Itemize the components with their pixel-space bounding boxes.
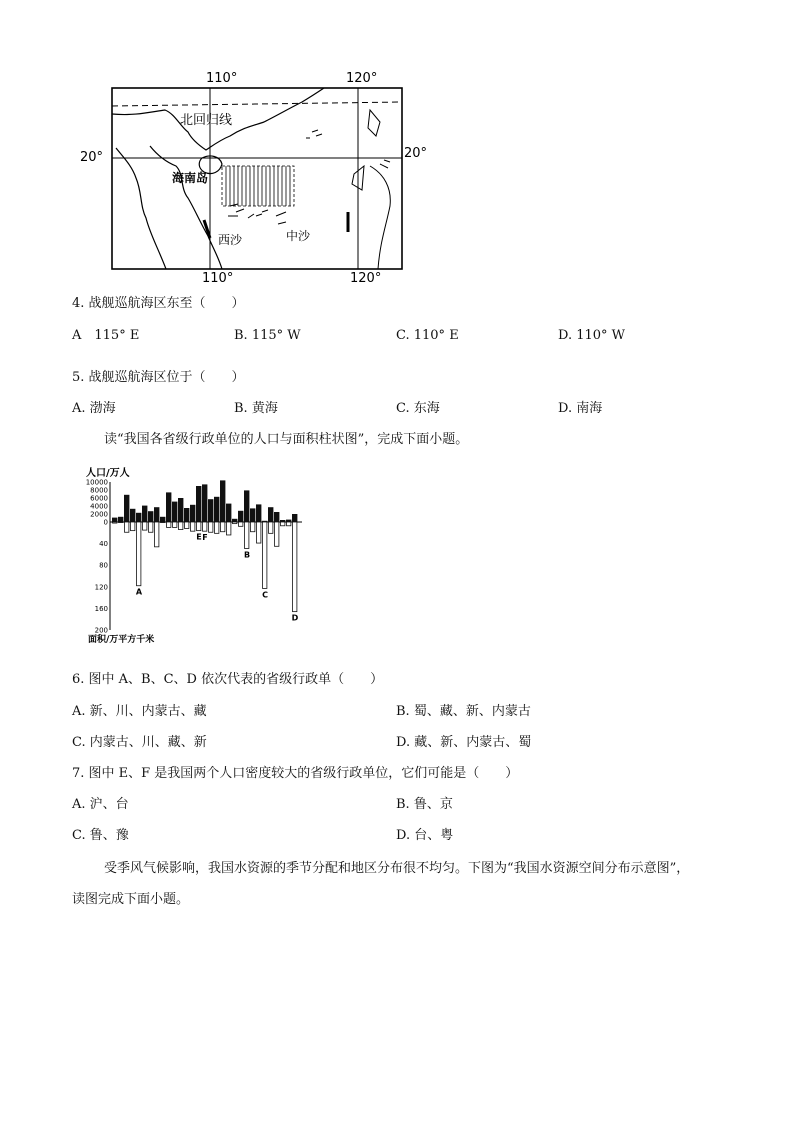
- population-bar: [130, 509, 135, 522]
- population-bar: [238, 511, 243, 522]
- q7-option-d[interactable]: D. 台、粤: [396, 828, 454, 843]
- lon-label-110-top: 110°: [206, 71, 238, 86]
- population-bar: [208, 499, 213, 522]
- q5-option-c[interactable]: C. 东海: [396, 401, 440, 416]
- population-bar: [226, 504, 231, 522]
- intro-population-chart: 读“我国各省级行政单位的人口与面积柱状图”，完成下面小题。: [104, 432, 469, 447]
- q4-option-a[interactable]: A 115° E: [72, 328, 140, 343]
- question-4-stem: 4. 战舰巡航海区东至（ ）: [72, 296, 245, 311]
- population-bar: [184, 508, 189, 522]
- lon-label-120-top: 120°: [346, 71, 378, 86]
- population-bar: [142, 506, 147, 522]
- zhongsha-label: 中沙: [286, 229, 311, 243]
- area-bar: [263, 522, 267, 588]
- vietnam-coast: [150, 146, 222, 269]
- population-bar: [274, 512, 279, 522]
- q6-option-d[interactable]: D. 藏、新、内蒙古、蜀: [396, 735, 532, 750]
- area-bar: [221, 522, 225, 532]
- population-bar: [154, 507, 159, 522]
- area-bar: [185, 522, 189, 528]
- population-bar: [136, 513, 141, 522]
- area-bar: [251, 522, 255, 532]
- population-bar: [232, 519, 237, 522]
- area-bar: [209, 522, 213, 532]
- area-bar: [203, 522, 207, 531]
- chart-ylabel-area: 面积/万平方千米: [88, 635, 155, 645]
- area-bar: [269, 522, 273, 533]
- bar-label-D: D: [291, 613, 299, 623]
- area-bar: [125, 522, 129, 532]
- area-bar: [281, 522, 285, 526]
- population-bar: [268, 507, 273, 522]
- area-bar: [233, 522, 237, 524]
- population-area-chart: [80, 462, 320, 652]
- population-bar: [190, 505, 195, 522]
- area-bar: [245, 522, 249, 548]
- population-tick-label: 4000: [90, 502, 108, 511]
- question-7-stem: 7. 图中 E、F 是我国两个人口密度较大的省级行政单位，它们可能是（ ）: [72, 766, 519, 781]
- lat-label-20-right: 20°: [404, 146, 428, 161]
- xisha-label: 西沙: [218, 233, 243, 247]
- bar-label-E: E: [196, 532, 202, 542]
- population-bar: [202, 484, 207, 522]
- q4-option-b[interactable]: B. 115° W: [234, 328, 301, 343]
- q7-option-b[interactable]: B. 鲁、京: [396, 797, 453, 812]
- area-bar: [173, 522, 177, 527]
- philippines-coast: [370, 166, 390, 269]
- q4-option-c[interactable]: C. 110° E: [396, 328, 459, 343]
- population-bar: [250, 508, 255, 522]
- hainan-label: 海南岛: [172, 171, 209, 185]
- tropic-label: 北回归线: [180, 113, 233, 128]
- q5-option-b[interactable]: B. 黄海: [234, 401, 278, 416]
- area-bar: [191, 522, 195, 531]
- area-bar: [155, 522, 159, 547]
- q5-option-d[interactable]: D. 南海: [558, 401, 603, 416]
- population-bar: [220, 480, 225, 522]
- patrol-area-hatching: [222, 166, 294, 206]
- q6-option-a[interactable]: A. 新、川、内蒙古、藏: [72, 704, 207, 719]
- indochina-coast: [116, 148, 166, 269]
- area-tick-label: 80: [99, 561, 108, 570]
- intro-water-resources-line2: 读图完成下面小题。: [72, 892, 190, 907]
- bar-label-B: B: [243, 550, 251, 560]
- area-bar: [149, 522, 153, 532]
- area-tick-label: 160: [94, 604, 108, 613]
- chart-ylabel-population: 人口/万人: [86, 468, 130, 479]
- area-tick-label: 200: [94, 626, 108, 635]
- lat-label-20-left: 20°: [80, 150, 104, 165]
- area-bar: [227, 522, 231, 535]
- population-bar: [244, 490, 249, 522]
- area-bar: [167, 522, 171, 527]
- area-bar: [137, 522, 141, 586]
- population-tick-label: 8000: [90, 486, 108, 495]
- question-6-stem: 6. 图中 A、B、C、D 依次代表的省级行政单（ ）: [72, 672, 384, 687]
- population-bar: [148, 511, 153, 522]
- population-bar: [256, 504, 261, 522]
- population-tick-label: 6000: [90, 494, 108, 503]
- bar-label-F: F: [202, 533, 208, 543]
- population-bar: [172, 502, 177, 522]
- area-bar: [257, 522, 261, 543]
- area-bar: [143, 522, 147, 530]
- intro-water-resources-line1: 受季风气候影响，我国水资源的季节分配和地区分布很不均匀。下图为“我国水资源空间分布示意图”，: [104, 861, 690, 876]
- q7-option-c[interactable]: C. 鲁、豫: [72, 828, 129, 843]
- population-bar: [112, 518, 117, 522]
- population-bar: [160, 517, 165, 522]
- area-tick-label: 120: [94, 583, 108, 592]
- q7-option-a[interactable]: A. 沪、台: [72, 797, 129, 812]
- lon-label-120-bottom: 120°: [350, 271, 382, 286]
- bar-label-A: A: [135, 587, 143, 597]
- population-tick-label: 2000: [90, 510, 108, 519]
- area-bar: [119, 522, 123, 523]
- population-bar: [292, 514, 297, 522]
- area-bar: [131, 522, 135, 531]
- area-bar: [113, 522, 117, 523]
- population-tick-label: 0: [103, 518, 108, 527]
- population-bar: [178, 498, 183, 522]
- bar-label-C: C: [262, 590, 268, 600]
- question-5-stem: 5. 战舰巡航海区位于（ ）: [72, 370, 245, 385]
- south-china-sea-map: [80, 66, 440, 286]
- lon-label-110-bottom: 110°: [202, 271, 234, 286]
- area-bar: [215, 522, 219, 533]
- q6-option-b[interactable]: B. 蜀、藏、新、内蒙古: [396, 704, 531, 719]
- q6-option-c[interactable]: C. 内蒙古、川、藏、新: [72, 735, 207, 750]
- population-tick-label: 10000: [85, 478, 108, 487]
- population-bar: [166, 492, 171, 522]
- population-bar: [124, 495, 129, 522]
- area-bar: [161, 522, 165, 523]
- area-bar: [239, 522, 243, 526]
- area-bar: [287, 522, 291, 526]
- area-bar: [275, 522, 279, 546]
- area-tick-label: 40: [99, 540, 108, 549]
- q4-option-d[interactable]: D. 110° W: [558, 328, 626, 343]
- area-bar: [179, 522, 183, 530]
- population-bar: [118, 517, 123, 522]
- q5-option-a[interactable]: A. 渤海: [72, 401, 116, 416]
- area-bar: [293, 522, 297, 612]
- population-bar: [214, 497, 219, 522]
- population-bar: [196, 486, 201, 522]
- taiwan-shape: [368, 110, 380, 136]
- area-bar: [197, 522, 201, 531]
